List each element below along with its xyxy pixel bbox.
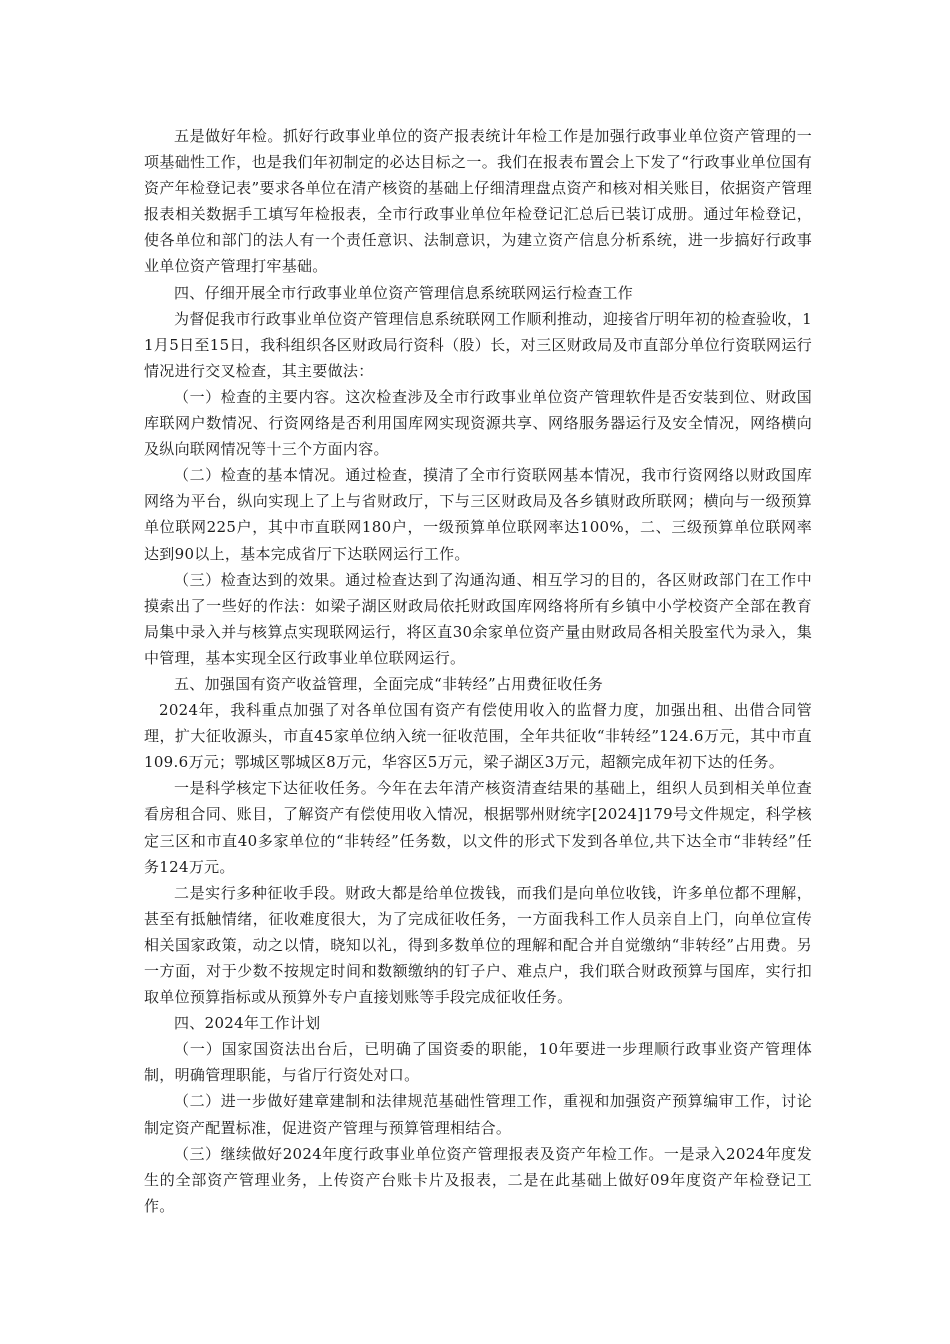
paragraph-annual-inspection: 五是做好年检。抓好行政事业单位的资产报表统计年检工作是加强行政事业单位资产管理的一项基础性工作，也是我们年初制定的必达目标之一。我们在报表布置会上下发了“行政事业单位国有资产年检登记表”要求各单位在清产核资的基础上仔细清理盘点资产和核对相关账目，依据资产管理报表相关数据手工填写年检报表，全市行政事业单位年检登记汇总后已装订成册。通过年检登记，使各单位和部门的法人有一个责任意识、法制意识，为建立资产信息分析系统，进一步搞好行政事业单位资产管理打牢基础。 [144, 127, 812, 276]
paragraph-plan-item-2: （二）进一步做好建章建制和法律规范基础性管理工作，重视和加强资产预算编审工作，讨论制定资产配置标准，促进资产管理与预算管理相结合。 [144, 1092, 812, 1137]
paragraph-plan-item-3: （三）继续做好2024年度行政事业单位资产管理报表及资产年检工作。一是录入2024年度发生的全部资产管理业务，上传资产台账卡片及报表，二是在此基础上做好09年度资产年检登记工作。 [144, 1144, 812, 1215]
paragraph-revenue-summary: 2024年，我科重点加强了对各单位国有资产有偿使用收入的监督力度，加强出租、出借合同管理，扩大征收源头，市直45家单位纳入统一征收范围，全年共征收“非转经”124.6万元，其中市直109.6万元；鄂城区鄂城区8万元，华容区5万元，梁子湖区3万元，超额完成年初下达的任务。 [144, 701, 812, 772]
paragraph-plan-item-1: （一）国家国资法出台后，已明确了国资委的职能，10年要进一步理顺行政事业资产管理体制，明确管理职能，与省厅行资处对口。 [144, 1040, 812, 1085]
document-body [144, 123, 812, 1219]
section-heading-work-plan: 四、2024年工作计划 [174, 1014, 321, 1033]
section-heading-revenue-management: 五、加强国有资产收益管理，全面完成“非转经”占用费征收任务 [174, 674, 604, 693]
paragraph-inspection-effect: （三）检查达到的效果。通过检查达到了沟通沟通、相互学习的目的，各区财政部门在工作中摸索出了一些好的作法：如梁子湖区财政局依托财政国库网络将所有乡镇中小学校资产全部在教育局集中录入并与核算点实现联网运行，将区直30余家单位资产量由财政局各相关股室代为录入，集中管理，基本实现全区行政事业单位联网运行。 [144, 570, 812, 667]
paragraph-inspection-content: （一）检查的主要内容。这次检查涉及全市行政事业单位资产管理软件是否安装到位、财政国库联网户数情况、行资网络是否利用国库网实现资源共享、网络服务器运行及安全情况，网络横向及纵向联网情况等十三个方面内容。 [144, 387, 812, 459]
section-heading-network-inspection: 四、仔细开展全市行政事业单位资产管理信息系统联网运行检查工作 [174, 283, 634, 302]
paragraph-collection-methods: 二是实行多种征收手段。财政大都是给单位拨钱，而我们是向单位收钱，许多单位都不理解，甚至有抵触情绪，征收难度很大，为了完成征收任务，一方面我科工作人员亲自上门，向单位宣传相关国家政策，动之以情，晓知以礼，得到多数单位的理解和配合并自觉缴纳“非转经”占用费。另一方面，对于少数不按规定时间和数额缴纳的钉子户、难点户，我们联合财政预算与国库，实行扣取单位预算指标或从预算外专户直接划账等手段完成征收任务。 [144, 883, 812, 1007]
paragraph-network-intro: 为督促我市行政事业单位资产管理信息系统联网工作顺利推动，迎接省厅明年初的检查验收，11月5日至15日，我科组织各区财政局行资科（股）长，对三区财政局及市直部分单位行资联网运行情况进行交叉检查，其主要做法： [144, 309, 812, 380]
paragraph-inspection-situation: （二）检查的基本情况。通过检查，摸清了全市行资联网基本情况，我市行资网络以财政国库网络为平台，纵向实现上了上与省财政厅，下与三区财政局及各乡镇财政所联网；横向与一级预算单位联网225户，其中市直联网180户，一级预算单位联网率达100%，二、三级预算单位联网率达到90以上，基本完成省厅下达联网运行工作。 [144, 466, 812, 563]
paragraph-task-assignment: 一是科学核定下达征收任务。今年在去年清产核资清查结果的基础上，组织人员到相关单位查看房租合同、账目，了解资产有偿使用收入情况，根据鄂州财统字[2024]179号文件规定，科学核定三区和市直40多家单位的“非转经”任务数，以文件的形式下发到各单位,共下达全市“非转经”任务124万元。 [144, 779, 812, 876]
